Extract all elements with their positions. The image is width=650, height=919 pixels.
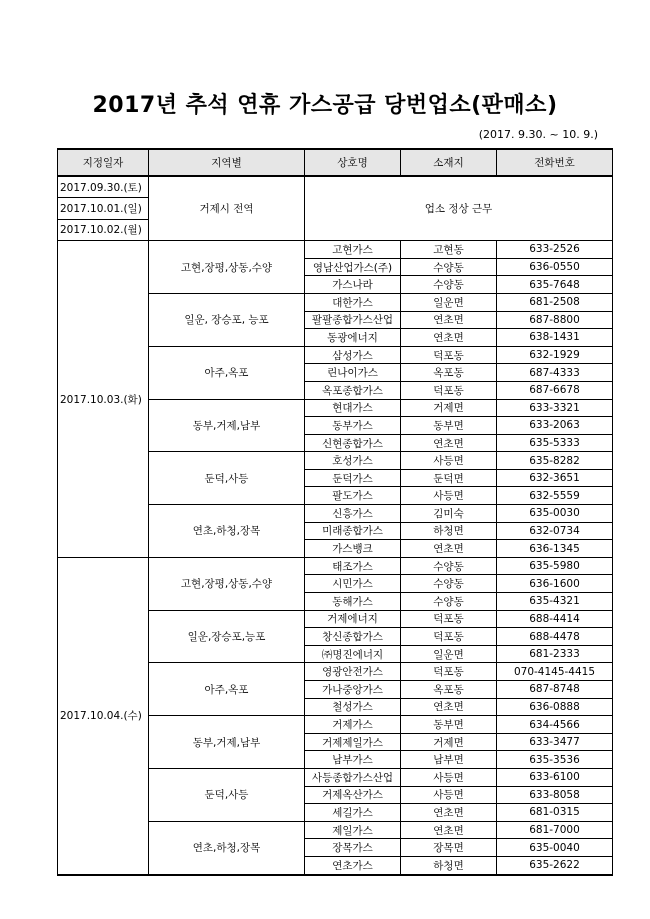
location-cell: 덕포동 xyxy=(401,610,497,628)
phone-cell: 635-2622 xyxy=(497,856,613,874)
phone-cell: 070-4145-4415 xyxy=(497,663,613,681)
location-cell: 옥포동 xyxy=(401,364,497,382)
shop-name-cell: 세길가스 xyxy=(305,804,401,822)
shop-name-cell: 제일가스 xyxy=(305,821,401,839)
phone-cell: 688-4478 xyxy=(497,628,613,646)
location-cell: 연초면 xyxy=(401,804,497,822)
region-cell: 아주,옥포 xyxy=(149,346,305,399)
shop-name-cell: 신현종합가스 xyxy=(305,434,401,452)
phone-cell: 681-7000 xyxy=(497,821,613,839)
location-cell: 덕포동 xyxy=(401,346,497,364)
period-note: (2017. 9.30. ~ 10. 9.) xyxy=(478,128,598,141)
header-shop-name: 상호명 xyxy=(305,149,401,176)
date-cell: 2017.10.04.(수) xyxy=(58,557,149,874)
location-cell: 둔덕면 xyxy=(401,469,497,487)
location-cell: 김미숙 xyxy=(401,505,497,523)
location-cell: 일운면 xyxy=(401,293,497,311)
note-cell: 업소 정상 근무 xyxy=(305,176,613,241)
header-location: 소재지 xyxy=(401,149,497,176)
phone-cell: 636-1600 xyxy=(497,575,613,593)
shop-name-cell: 거제옥산가스 xyxy=(305,786,401,804)
location-cell: 수양동 xyxy=(401,575,497,593)
table-row xyxy=(58,176,613,198)
phone-cell: 633-3321 xyxy=(497,399,613,417)
shop-name-cell: 태조가스 xyxy=(305,557,401,575)
shop-name-cell: 가스뱅크 xyxy=(305,540,401,558)
location-cell: 덕포동 xyxy=(401,381,497,399)
phone-cell: 635-5980 xyxy=(497,557,613,575)
region-cell: 고현,장평,상동,수양 xyxy=(149,241,305,294)
shop-name-cell: 둔덕가스 xyxy=(305,469,401,487)
date-cell: 2017.09.30.(토) xyxy=(58,176,149,198)
schedule-table xyxy=(57,148,613,876)
phone-cell: 636-0888 xyxy=(497,698,613,716)
location-cell: 거제면 xyxy=(401,733,497,751)
location-cell: 연초면 xyxy=(401,311,497,329)
shop-name-cell: 삼성가스 xyxy=(305,346,401,364)
shop-name-cell: 거제가스 xyxy=(305,716,401,734)
phone-cell: 635-5333 xyxy=(497,434,613,452)
location-cell: 연초면 xyxy=(401,329,497,347)
region-cell: 동부,거제,남부 xyxy=(149,399,305,452)
phone-cell: 635-0040 xyxy=(497,839,613,857)
phone-cell: 687-4333 xyxy=(497,364,613,382)
region-cell: 일운, 장승포, 능포 xyxy=(149,293,305,346)
shop-name-cell: 영남산업가스(주) xyxy=(305,258,401,276)
phone-cell: 681-2333 xyxy=(497,645,613,663)
date-cell: 2017.10.02.(월) xyxy=(58,219,149,240)
phone-cell: 635-4321 xyxy=(497,593,613,611)
phone-cell: 632-1929 xyxy=(497,346,613,364)
region-cell: 거제시 전역 xyxy=(149,176,305,241)
shop-name-cell: 동해가스 xyxy=(305,593,401,611)
shop-name-cell: 영광안전가스 xyxy=(305,663,401,681)
location-cell: 고현동 xyxy=(401,241,497,259)
shop-name-cell: 팔도가스 xyxy=(305,487,401,505)
location-cell: 연초면 xyxy=(401,821,497,839)
phone-cell: 681-2508 xyxy=(497,293,613,311)
phone-cell: 632-3651 xyxy=(497,469,613,487)
phone-cell: 634-4566 xyxy=(497,716,613,734)
shop-name-cell: 창신종합가스 xyxy=(305,628,401,646)
shop-name-cell: 신흥가스 xyxy=(305,505,401,523)
phone-cell: 687-8800 xyxy=(497,311,613,329)
phone-cell: 635-0030 xyxy=(497,505,613,523)
location-cell: 덕포동 xyxy=(401,628,497,646)
location-cell: 일운면 xyxy=(401,645,497,663)
location-cell: 수양동 xyxy=(401,276,497,294)
location-cell: 사등면 xyxy=(401,452,497,470)
location-cell: 수양동 xyxy=(401,557,497,575)
location-cell: 옥포동 xyxy=(401,681,497,699)
phone-cell: 687-6678 xyxy=(497,381,613,399)
phone-cell: 633-2526 xyxy=(497,241,613,259)
shop-name-cell: 호성가스 xyxy=(305,452,401,470)
region-cell: 동부,거제,남부 xyxy=(149,716,305,769)
shop-name-cell: 가나중앙가스 xyxy=(305,681,401,699)
phone-cell: 635-7648 xyxy=(497,276,613,294)
phone-cell: 681-0315 xyxy=(497,804,613,822)
shop-name-cell: 동광에너지 xyxy=(305,329,401,347)
phone-cell: 688-4414 xyxy=(497,610,613,628)
location-cell: 하청면 xyxy=(401,856,497,874)
shop-name-cell: 현대가스 xyxy=(305,399,401,417)
location-cell: 사등면 xyxy=(401,487,497,505)
phone-cell: 635-8282 xyxy=(497,452,613,470)
region-cell: 연초,하청,장목 xyxy=(149,821,305,874)
phone-cell: 636-0550 xyxy=(497,258,613,276)
location-cell: 하청면 xyxy=(401,522,497,540)
phone-cell: 633-3477 xyxy=(497,733,613,751)
region-cell: 연초,하청,장목 xyxy=(149,505,305,558)
date-cell: 2017.10.01.(일) xyxy=(58,198,149,219)
location-cell: 사등면 xyxy=(401,786,497,804)
table-row xyxy=(58,241,613,259)
page-title: 2017년 추석 연휴 가스공급 당번업소(판매소) xyxy=(92,93,558,118)
location-cell: 동부면 xyxy=(401,716,497,734)
location-cell: 연초면 xyxy=(401,434,497,452)
shop-name-cell: 남부가스 xyxy=(305,751,401,769)
shop-name-cell: 미래종합가스 xyxy=(305,522,401,540)
shop-name-cell: 옥포종합가스 xyxy=(305,381,401,399)
shop-name-cell: 시민가스 xyxy=(305,575,401,593)
phone-cell: 635-3536 xyxy=(497,751,613,769)
phone-cell: 636-1345 xyxy=(497,540,613,558)
phone-cell: 633-8058 xyxy=(497,786,613,804)
phone-cell: 633-6100 xyxy=(497,768,613,786)
phone-cell: 687-8748 xyxy=(497,681,613,699)
location-cell: 거제면 xyxy=(401,399,497,417)
table-row xyxy=(58,557,613,575)
header-region: 지역별 xyxy=(149,149,305,176)
location-cell: 장목면 xyxy=(401,839,497,857)
phone-cell: 632-5559 xyxy=(497,487,613,505)
shop-name-cell: 철성가스 xyxy=(305,698,401,716)
shop-name-cell: 사등종합가스산업 xyxy=(305,768,401,786)
shop-name-cell: 동부가스 xyxy=(305,417,401,435)
location-cell: 수양동 xyxy=(401,593,497,611)
shop-name-cell: 팔팔종합가스산업 xyxy=(305,311,401,329)
header-date: 지정일자 xyxy=(58,149,149,176)
shop-name-cell: 가스나라 xyxy=(305,276,401,294)
shop-name-cell: 린나이가스 xyxy=(305,364,401,382)
shop-name-cell: 연초가스 xyxy=(305,856,401,874)
location-cell: 남부면 xyxy=(401,751,497,769)
header-phone: 전화번호 xyxy=(497,149,613,176)
region-cell: 일운,장승포,능포 xyxy=(149,610,305,663)
location-cell: 덕포동 xyxy=(401,663,497,681)
shop-name-cell: 장목가스 xyxy=(305,839,401,857)
shop-name-cell: 대한가스 xyxy=(305,293,401,311)
location-cell: 사등면 xyxy=(401,768,497,786)
location-cell: 연초면 xyxy=(401,698,497,716)
table-header-row xyxy=(58,149,613,176)
location-cell: 연초면 xyxy=(401,540,497,558)
phone-cell: 633-2063 xyxy=(497,417,613,435)
location-cell: 동부면 xyxy=(401,417,497,435)
table-body xyxy=(58,176,613,875)
shop-name-cell: ㈜명진에너지 xyxy=(305,645,401,663)
phone-cell: 632-0734 xyxy=(497,522,613,540)
shop-name-cell: 거제제일가스 xyxy=(305,733,401,751)
location-cell: 수양동 xyxy=(401,258,497,276)
phone-cell: 638-1431 xyxy=(497,329,613,347)
shop-name-cell: 고현가스 xyxy=(305,241,401,259)
region-cell: 둔덕,사등 xyxy=(149,452,305,505)
region-cell: 아주,옥포 xyxy=(149,663,305,716)
region-cell: 둔덕,사등 xyxy=(149,768,305,821)
region-cell: 고현,장평,상동,수양 xyxy=(149,557,305,610)
shop-name-cell: 거제에너지 xyxy=(305,610,401,628)
date-cell: 2017.10.03.(화) xyxy=(58,241,149,558)
